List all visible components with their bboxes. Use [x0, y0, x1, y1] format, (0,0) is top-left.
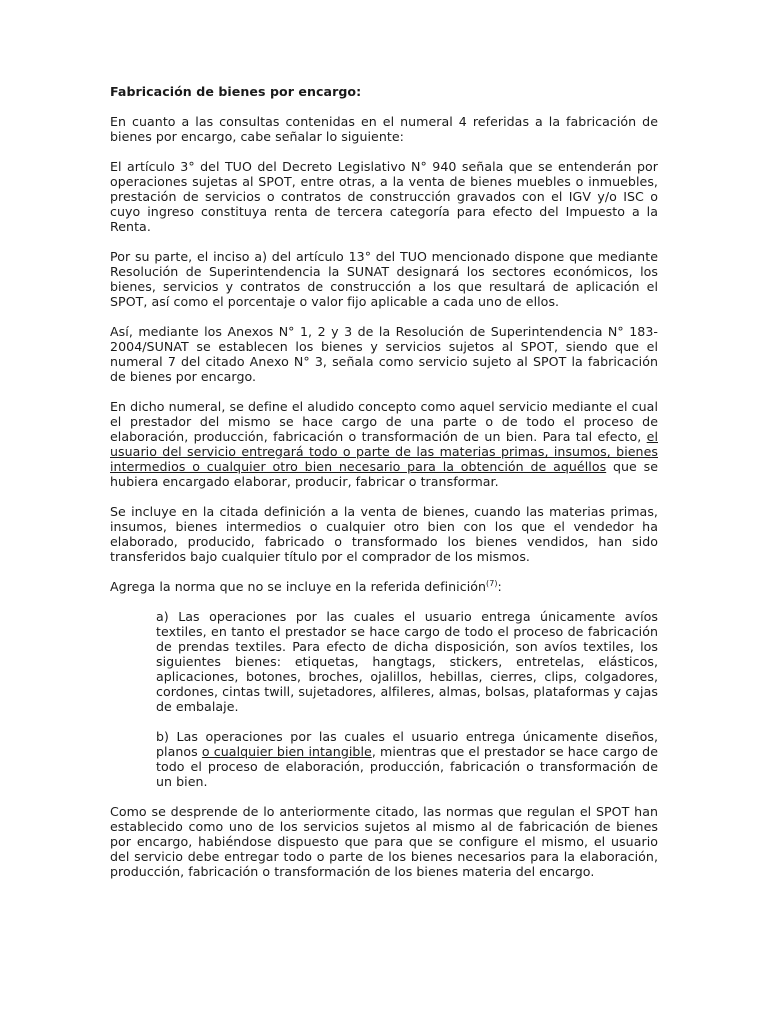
definition-text-end: que se hubiera encargado elaborar, producir, fabricar o transformar. — [110, 459, 658, 489]
definition-text-start: En dicho numeral, se define el aludido concepto como aquel servicio mediante el cual el prestador del mismo se hace cargo de una parte o de todo el proceso de elaboración, producción, fabricación o transformación de un bien. Para tal efecto, — [110, 399, 658, 444]
paragraph-definition — [110, 399, 658, 489]
item-b-text-end: , mientras que el prestador se hace cargo de todo el proceso de elaboración, producción, fabricación o transformación de un bien. — [156, 744, 659, 789]
footnote-reference: (7) — [486, 578, 498, 588]
exclusions-intro-text: Agrega la norma que no se incluye en la referida definición — [110, 579, 487, 594]
paragraph-anexos: Así, mediante los Anexos N° 1, 2 y 3 de la Resolución de Superintendencia N° 183-2004/SUNAT se establecen los bienes y servicios sujetos al SPOT, siendo que el numeral 7 del citado Anexo N° 3, señala como servicio sujeto al SPOT la fabricación de bienes por encargo. — [110, 324, 658, 384]
paragraph-exclusions-intro — [110, 579, 658, 594]
definition-underlined-text: el usuario del servicio entregará todo o parte de las materias primas, insumos, bienes intermedios o cualquier otro bien necesario para la obtención de aquéllos — [110, 429, 658, 474]
paragraph-article-13: Por su parte, el inciso a) del artículo 13° del TUO mencionado dispone que mediante Resolución de Superintendencia la SUNAT designará los sectores económicos, los bienes, servicios y contratos de construcción a los que resultará de aplicación el SPOT, así como el porcentaje o valor fijo aplicable a cada uno de ellos. — [110, 249, 658, 309]
paragraph-article-3: El artículo 3° del TUO del Decreto Legislativo N° 940 señala que se entenderán por operaciones sujetas al SPOT, entre otras, a la venta de bienes muebles o inmuebles, prestación de servicios o contratos de construcción gravados con el IGV y/o ISC o cuyo ingreso constituya renta de tercera categoría para efecto del Impuesto a la Renta. — [110, 159, 658, 234]
section-heading: Fabricación de bienes por encargo: — [110, 84, 362, 99]
exclusions-intro-colon: : — [497, 579, 502, 594]
exclusion-item-b — [156, 729, 658, 789]
paragraph-conclusion: Como se desprende de lo anteriormente citado, las normas que regulan el SPOT han establecido como uno de los servicios sujetos al mismo al de fabricación de bienes por encargo, habiéndose dispuesto que para que se configure el mismo, el usuario del servicio debe entregar todo o parte de los bienes necesarios para la elaboración, producción, fabricación o transformación de los bienes materia del encargo. — [110, 804, 658, 879]
paragraph-intro: En cuanto a las consultas contenidas en el numeral 4 referidas a la fabricación de bienes por encargo, cabe señalar lo siguiente: — [110, 114, 658, 144]
exclusion-item-a: a) Las operaciones por las cuales el usuario entrega únicamente avíos textiles, en tanto el prestador se hace cargo de todo el proceso de fabricación de prendas textiles. Para efecto de dicha disposición, son avíos textiles, los siguientes bienes: etiquetas, hangtags, stickers, entretelas, elásticos, aplicaciones, botones, broches, ojalillos, hebillas, cierres, clips, colgadores, cordones, cintas twill, sujetadores, alfileres, almas, bolsas, plataformas y cajas de embalaje. — [156, 609, 658, 714]
paragraph-sale-inclusion: Se incluye en la citada definición a la venta de bienes, cuando las materias primas, insumos, bienes intermedios o cualquier otro bien con los que el vendedor ha elaborado, producido, fabricado o transformado los bienes vendidos, han sido transferidos bajo cualquier título por el comprador de los mismos. — [110, 504, 658, 564]
document-body — [110, 84, 658, 894]
item-b-underlined-text: o cualquier bien intangible — [201, 744, 372, 759]
item-b-text-start: b) Las operaciones por las cuales el usuario entrega únicamente diseños, planos — [156, 729, 658, 759]
